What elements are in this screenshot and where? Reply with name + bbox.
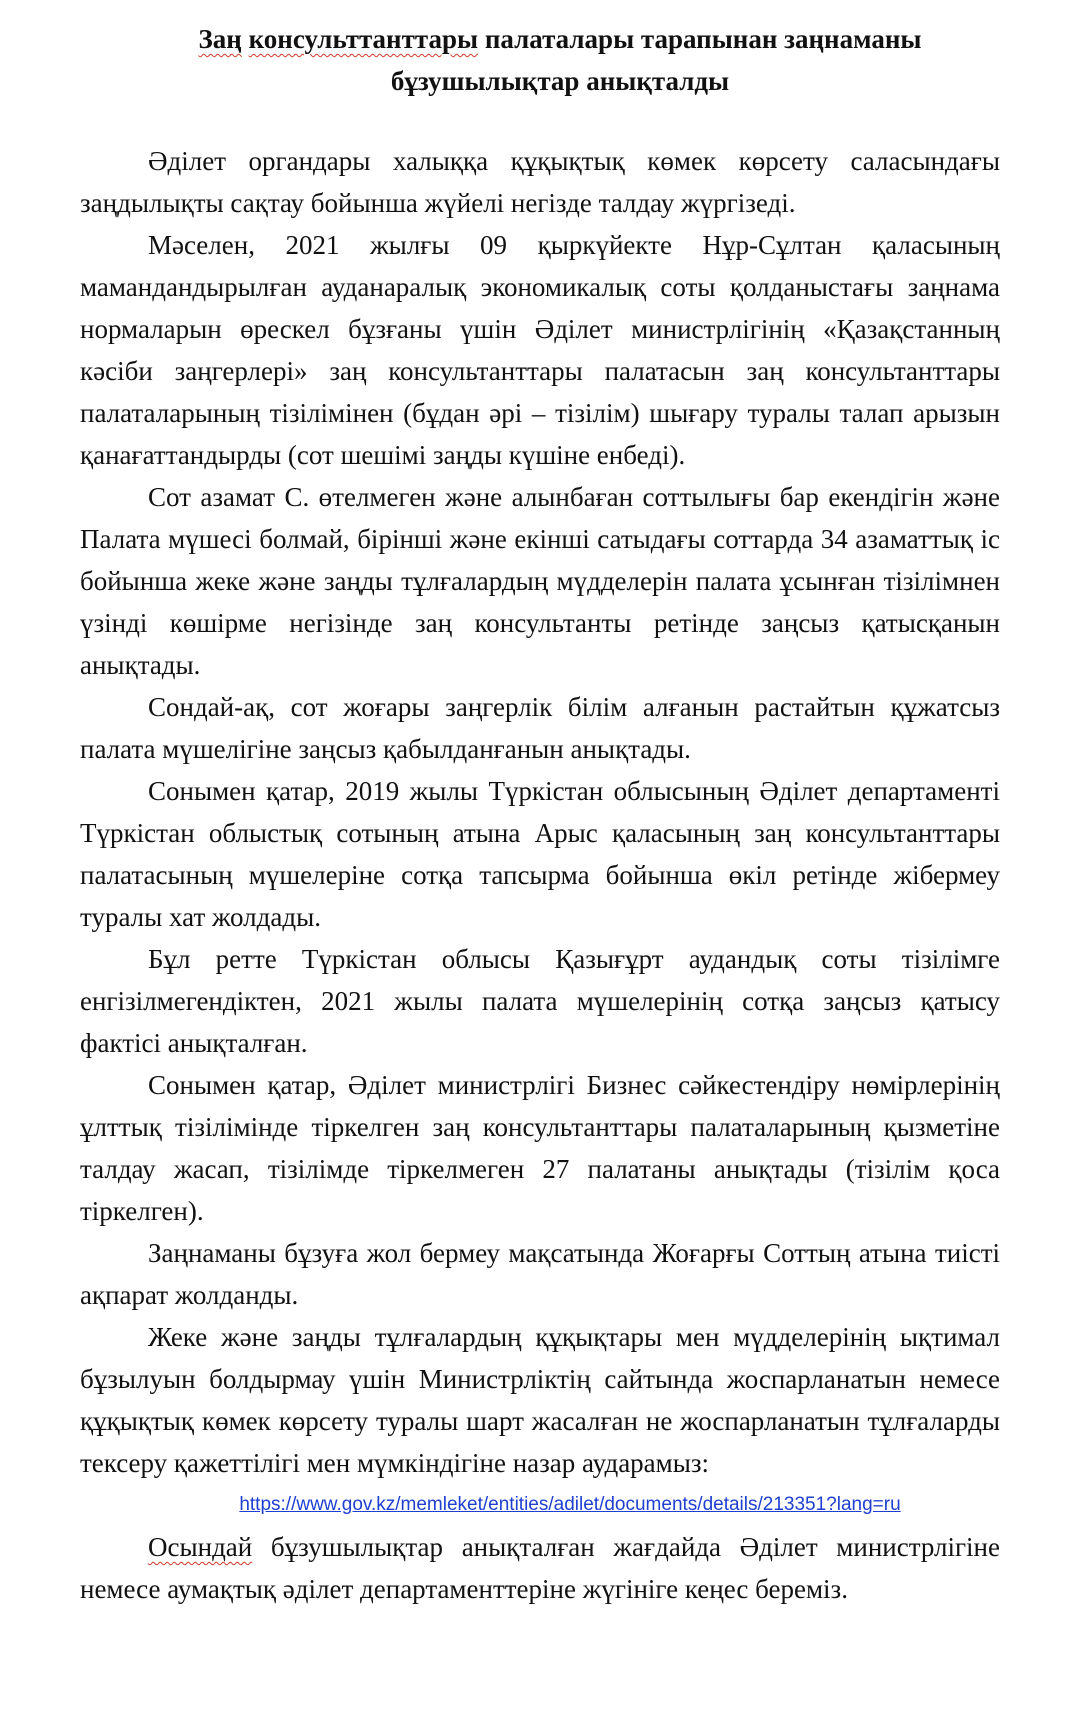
title-word-1: Заң <box>198 24 242 54</box>
paragraph-2: Мәселен, 2021 жылғы 09 қыркүйекте Нұр-Сұлтан қаласының мамандандырылған ауданаралық экономикалық соты қолданыстағы заңнама нормаларын өрескел бұзғаны үшін Әділет министрлігінің «Қазақстанның кәсіби заңгерлері» заң консультанттары палатасын заң консультанттары палаталарының тізілімінен (бұдан әрі – тізілім) шығару туралы талап арызын қанағаттандырды (сот шешімі заңды күшіне енбеді). <box>80 230 1000 470</box>
paragraph-3: Сот азамат С. өтелмеген және алынбаған соттылығы бар екендігін және Палата мүшесі болмай, бірінші және екінші сатыдағы соттарда 34 азаматтық іс бойынша жеке және заңды тұлғалардың мүдделерін палата ұсынған тізілімнен үзінді көшірме негізінде заң консультанты ретінде заңсыз қатысқанын анықтады. <box>80 482 1000 680</box>
title-line-1 <box>120 18 1000 60</box>
title-line-2: бұзушылықтар анықталды <box>390 66 730 96</box>
paragraph-6: Бұл ретте Түркістан облысы Қазығұрт аудандық соты тізілімге енгізілмегендіктен, 2021 жылы палата мүшелерінің сотқа заңсыз қатысу фактісі анықталған. <box>80 944 1000 1058</box>
final-paragraph-rest: бұзушылықтар анықталған жағдайда Әділет министрлігіне немесе аумақтық әділет департаменттеріне жүгініге кеңес береміз. <box>80 1532 1000 1604</box>
document-page <box>80 18 1000 1610</box>
title-line-1-tail: палаталары тарапынан заңнаманы <box>478 24 922 54</box>
ministry-website-link[interactable]: https://www.gov.kz/memleket/entities/adilet/documents/details/213351?lang=ru <box>239 1494 901 1515</box>
final-first-word: Осындай <box>148 1532 253 1562</box>
link-line <box>80 1484 1000 1526</box>
paragraph-9: Жеке және заңды тұлғалардың құқықтары мен мүдделерінің ықтимал бұзылуын болдырмау үшін Министрліктің сайтында жоспарланатын немесе құқықтық көмек көрсету туралы шарт жасалған не жоспарланатын тұлғаларды тексеру қажеттілігі мен мүмкіндігіне назар аударамыз: <box>80 1322 1000 1478</box>
paragraph-8: Заңнаманы бұзуға жол бермеу мақсатында Жоғарғы Соттың атына тиісті ақпарат жолданды. <box>80 1238 1000 1310</box>
paragraph-7: Сонымен қатар, Әділет министрлігі Бизнес сәйкестендіру нөмірлерінің ұлттық тізілімінде тіркелген заң консультанттары палаталарының қызметіне талдау жасап, тізілімде тіркелмеген 27 палатаны анықтады (тізілім қоса тіркелген). <box>80 1070 1000 1226</box>
paragraph-4: Сондай-ақ, сот жоғары заңгерлік білім алғанын растайтын құжатсыз палата мүшелігіне заңсыз қабылданғанын анықтады. <box>80 692 1000 764</box>
paragraph-final <box>80 1526 1000 1610</box>
title-word-2: консульттанттары <box>248 24 479 54</box>
paragraph-5: Сонымен қатар, 2019 жылы Түркістан облысының Әділет департаменті Түркістан облыстық сотының атына Арыс қаласының заң консультанттары палатасының мүшелеріне сотқа тапсырма бойынша өкіл ретінде жібермеу туралы хат жолдады. <box>80 776 1000 932</box>
document-title <box>80 18 1000 102</box>
paragraph-1: Әділет органдары халыққа құқықтық көмек көрсету саласындағы заңдылықты сақтау бойынша жүйелі негізде талдау жүргізеді. <box>80 146 1000 218</box>
